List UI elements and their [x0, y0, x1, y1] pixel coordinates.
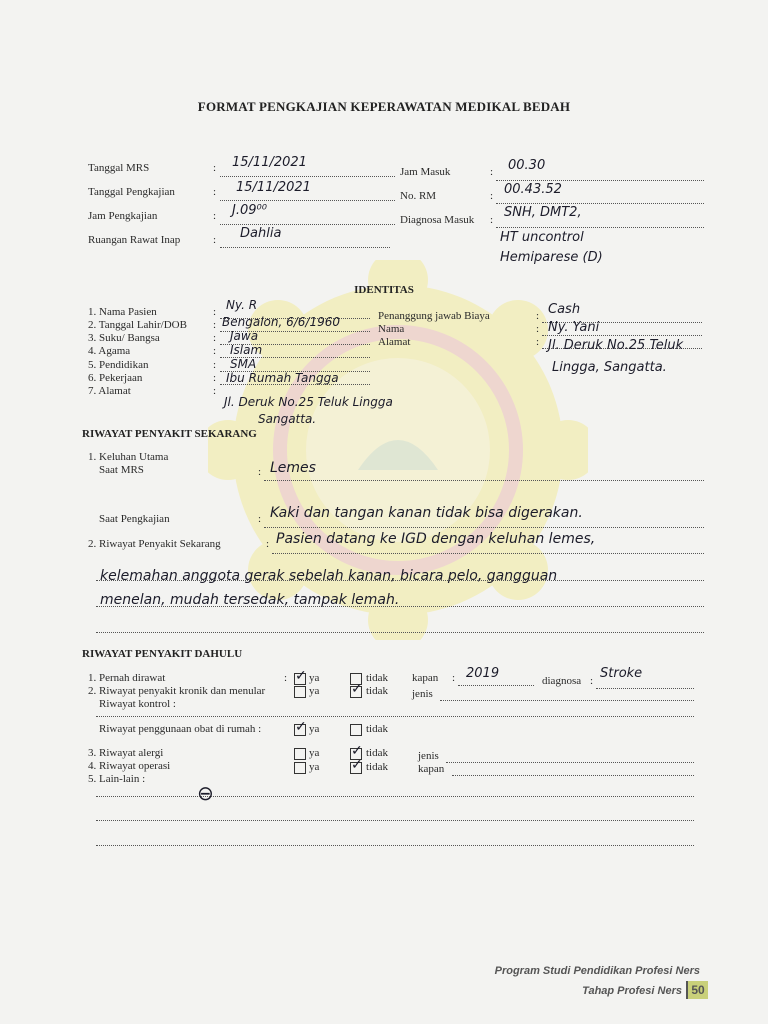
riwayat-sekarang-label: 2. Riwayat Penyakit Sekarang [88, 538, 221, 550]
diagnosa-value: Stroke [600, 666, 643, 681]
penanggung-nama-value: Ny. Yani [548, 320, 600, 335]
alergi-tidak-label: tidak [366, 747, 388, 759]
tanggal-lahir-label: 2. Tanggal Lahir/DOB [88, 319, 187, 331]
saat-pengkajian-label: Saat Pengkajian [99, 513, 170, 525]
alamat-label: 7. Alamat [88, 385, 131, 397]
operasi-ya-label: ya [309, 761, 320, 773]
alergi-ya-label: ya [309, 747, 320, 759]
check-mark-icon: ✓ [295, 720, 307, 735]
diagnosa-masuk-line3: Hemiparese (D) [500, 250, 603, 265]
suku-value: Jawa [230, 329, 259, 343]
page-number: 50 [686, 981, 708, 999]
pendidikan-label: 5. Pendidikan [88, 359, 149, 371]
pekerjaan-label: 6. Pekerjaan [88, 372, 143, 384]
alamat-value: Jl. Deruk No.25 Teluk Lingga [224, 395, 393, 409]
lain-lain-value: ⊖ [197, 781, 214, 805]
form-title: FORMAT PENGKAJIAN KEPERAWATAN MEDIKAL BEDAH [197, 99, 571, 114]
identitas-heading: IDENTITAS [354, 284, 414, 296]
kronik-jenis-label: jenis [412, 688, 433, 700]
riwayat-sekarang-line2: kelemahan anggota gerak sebelah kanan, bicara pelo, gangguan [100, 568, 558, 584]
obat-ya-label: ya [309, 723, 320, 735]
penyakit-kronik-label: 2. Riwayat penyakit kronik dan menular [88, 685, 266, 697]
obat-tidak-checkbox[interactable] [350, 724, 362, 736]
tanggal-mrs-label: Tanggal MRS [88, 162, 150, 174]
diagnosa-masuk-line1: SNH, DMT2, [504, 205, 582, 220]
operasi-kapan-label: kapan [418, 763, 445, 775]
check-mark-icon: ✓ [351, 758, 363, 773]
kapan-label: kapan [412, 672, 439, 684]
no-rm-label: No. RM [400, 190, 437, 202]
form-page: FORMAT PENGKAJIAN KEPERAWATAN MEDIKAL BEDAH Tanggal MRS : 15/11/2021 Tanggal Pengkajian : 15/11/2021 Jam Pengkajian : J.09⁰⁰ Ruangan Rawat Inap : Dahlia Jam Masuk : 00.30 No. RM : 00.43.52 Diagnosa Masuk : SNH, DMT2, HT uncontrol Hemiparese (D) IDENTITAS 1. Nama Pasien 2. Tanggal Lahir/DOB 3. Suku/ Bangsa 4. Agama 5. Pendidikan 6. Pekerjaan 7. Alamat : : : : : : : Ny. R Bengalon, 6/6/1960 Jawa Islam SMA Ibu Rumah Tangga Jl. Deruk No.25 Teluk Lingga Sangatta. Penanggung jawab Biaya Nama Alamat : : : Cash Ny. Yani Jl. Deruk No.25 Teluk Lingga, Sangatta. RIWAYAT PENYAKIT SEKARANG 1. Keluhan Utama Saat MRS : Lemes Saat Pengkajian : Kaki dan tangan kanan tidak bisa digerakan. 2. Riwayat Penyakit Sekarang : Pasien datang ke IGD dengan keluhan lemes, kelemahan anggota gerak sebelah kanan, bicara pelo, gangguan menelan, mudah tersedak, tampak lemah. RIWAYAT PENYAKIT DAHULU 1. Pernah dirawat : ✓ ya tidak kapan : 2019 diagnosa : Stroke 2. Riwayat penyakit kronik dan menular ya ✓ tidak jenis Riwayat kontrol : Riwayat penggunaan obat di rumah : ✓ ya tidak 3. Riwayat alergi ya ✓ tidak jenis 4. Riwayat operasi ya ✓ tidak kapan 5. Lain-lain : ⊖ Program Studi Pendidikan Profesi Ners Tahap Profesi Ners 50 [0, 0, 768, 1024]
alergi-jenis-label: jenis [418, 750, 439, 762]
kronik-ya-checkbox[interactable] [294, 686, 306, 698]
tanggal-pengkajian-value: 15/11/2021 [236, 180, 311, 195]
riwayat-alergi-label: 3. Riwayat alergi [88, 747, 164, 759]
check-mark-icon: ✓ [351, 744, 363, 759]
lain-lain-label: 5. Lain-lain : [88, 773, 146, 785]
kronik-tidak-label: tidak [366, 685, 388, 697]
riwayat-obat-label: Riwayat penggunaan obat di rumah : [99, 723, 262, 735]
footer-tahap: Tahap Profesi Ners [582, 985, 682, 997]
riwayat-sekarang-line3: menelan, mudah tersedak, tampak lemah. [100, 592, 400, 608]
agama-label: 4. Agama [88, 345, 131, 357]
penanggung-alamat-value-line2: Lingga, Sangatta. [552, 360, 667, 375]
tanggal-pengkajian-label: Tanggal Pengkajian [88, 186, 175, 198]
penanggung-nama-label: Nama [378, 323, 405, 335]
pernah-dirawat-label: 1. Pernah dirawat [88, 672, 166, 684]
diagnosa-masuk-line2: HT uncontrol [500, 230, 584, 245]
check-mark-icon: ✓ [351, 682, 363, 697]
saat-pengkajian-value: Kaki dan tangan kanan tidak bisa digerakan. [270, 505, 583, 521]
operasi-ya-checkbox[interactable] [294, 762, 306, 774]
penanggung-value: Cash [548, 302, 581, 317]
keluhan-utama-label: 1. Keluhan Utama [88, 451, 169, 463]
saat-mrs-value: Lemes [270, 460, 316, 476]
riwayat-sekarang-line1: Pasien datang ke IGD dengan keluhan lemes, [276, 531, 596, 547]
jam-pengkajian-label: Jam Pengkajian [88, 210, 158, 222]
suku-label: 3. Suku/ Bangsa [88, 332, 160, 344]
footer-program: Program Studi Pendidikan Profesi Ners [494, 965, 700, 977]
operasi-tidak-label: tidak [366, 761, 388, 773]
penanggung-alamat-value: Jl. Deruk No.25 Teluk [548, 338, 684, 353]
jam-pengkajian-value: J.09⁰⁰ [232, 203, 267, 218]
riwayat-kontrol-label: Riwayat kontrol : [99, 698, 176, 710]
nama-pasien-value: Ny. R [226, 298, 258, 312]
pendidikan-value: SMA [230, 357, 257, 371]
riwayat-dahulu-heading: RIWAYAT PENYAKIT DAHULU [82, 648, 243, 660]
kronik-ya-label: ya [309, 685, 320, 697]
diagnosa-masuk-label: Diagnosa Masuk [400, 214, 475, 226]
tanggal-lahir-value: Bengalon, 6/6/1960 [222, 315, 340, 329]
tanggal-mrs-value: 15/11/2021 [232, 155, 307, 170]
kapan-value: 2019 [466, 666, 500, 681]
pernah-dirawat-ya-label: ya [309, 672, 320, 684]
agama-value: Islam [230, 343, 263, 357]
penanggung-alamat-label: Alamat [378, 336, 411, 348]
alamat-value-line2: Sangatta. [258, 412, 317, 426]
ruangan-label: Ruangan Rawat Inap [88, 234, 181, 246]
riwayat-sekarang-heading: RIWAYAT PENYAKIT SEKARANG [82, 428, 257, 440]
pekerjaan-value: Ibu Rumah Tangga [226, 371, 339, 385]
diagnosa-label: diagnosa [542, 675, 582, 687]
no-rm-value: 00.43.52 [504, 182, 562, 197]
saat-mrs-label: Saat MRS [99, 464, 144, 476]
riwayat-operasi-label: 4. Riwayat operasi [88, 760, 171, 772]
penanggung-label: Penanggung jawab Biaya [378, 310, 490, 322]
alergi-ya-checkbox[interactable] [294, 748, 306, 760]
jam-masuk-value: 00.30 [508, 158, 546, 173]
obat-tidak-label: tidak [366, 723, 388, 735]
ruangan-value: Dahlia [240, 226, 282, 241]
jam-masuk-label: Jam Masuk [400, 166, 451, 178]
pernah-dirawat-tidak-label: tidak [366, 672, 388, 684]
nama-pasien-label: 1. Nama Pasien [88, 306, 157, 318]
check-mark-icon: ✓ [295, 669, 307, 684]
